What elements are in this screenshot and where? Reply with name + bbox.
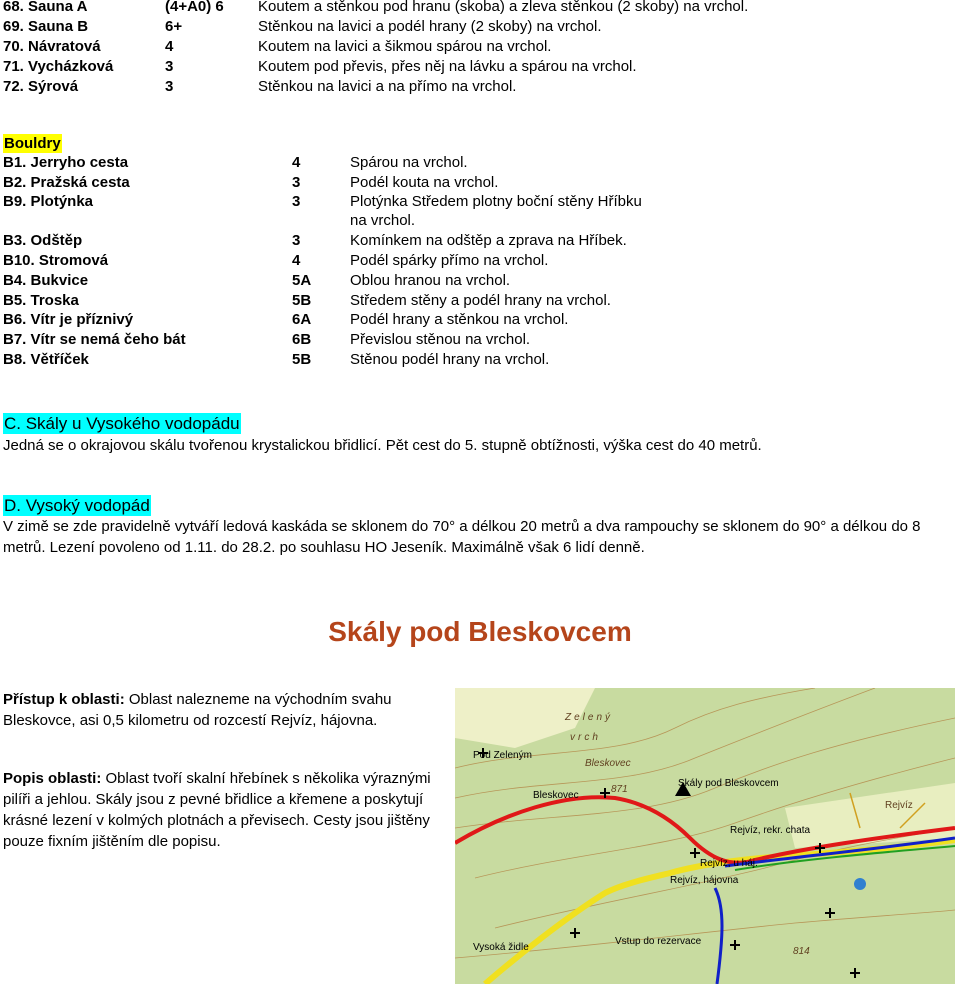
- boulder-description: Podél hrany a stěnkou na vrchol.: [350, 311, 569, 329]
- map-label-vstup: Vstup do rezervace: [615, 936, 702, 947]
- access-label: Přístup k oblasti:: [3, 691, 125, 708]
- access-text: Oblast nalezneme na východním svahu Bleskovce, asi 0,5 kilometru od rozcestí Rejvíz, hájovna.: [3, 691, 392, 729]
- map-label-rejviz-u-haj: Rejvíz, u háj.: [700, 858, 758, 869]
- route-description: Stěnkou na lavici a na přímo na vrchol.: [258, 78, 517, 95]
- route-description: Stěnkou na lavici a podél hrany (2 skoby) na vrchol.: [258, 18, 602, 35]
- boulder-name: B9. Plotýnka: [3, 193, 94, 211]
- map-waterfall-icon: [854, 878, 866, 890]
- map-label-zeleny: Zelený: [565, 712, 614, 723]
- map-label-rejviz-hajovna: Rejvíz, hájovna: [670, 875, 739, 886]
- boulder-description: Stěnou podél hrany na vrchol.: [350, 350, 550, 368]
- route-name: 72. Sýrová: [3, 78, 79, 95]
- description-paragraph: [3, 768, 433, 852]
- boulder-name: B7. Vítr se nemá čeho bát: [3, 330, 186, 348]
- route-grade: 4: [165, 38, 174, 55]
- description-label: Popis oblasti:: [3, 770, 102, 787]
- boulder-grade: 3: [292, 173, 301, 191]
- boulder-description: Spárou na vrchol.: [350, 154, 468, 171]
- area-title: Skály pod Bleskovcem: [328, 616, 632, 647]
- map-label-rejviz-chata: Rejvíz, rekr. chata: [730, 825, 811, 836]
- section-c-text: Jedná se o okrajovou skálu tvořenou krystalickou břidlicí. Pět cest do 5. stupně obtížnosti, výška cest do 40 metrů.: [3, 437, 762, 454]
- boulders-heading: Bouldry: [4, 135, 61, 152]
- map-label-bleskovec: Bleskovec: [585, 758, 631, 769]
- boulder-grade: 4: [292, 252, 301, 270]
- boulder-description: Plotýnka Středem plotny boční stěny Hříbku: [350, 193, 642, 211]
- map-label-skaly: Skály pod Bleskovcem: [678, 778, 779, 789]
- boulder-grade: 5B: [292, 291, 312, 309]
- map-label-pod-zelenym: Pod Zeleným: [473, 750, 532, 761]
- section-d-heading: D. Vysoký vodopád: [4, 496, 150, 515]
- boulder-grade: 6A: [292, 311, 312, 329]
- route-grade: 6+: [165, 18, 183, 35]
- boulder-name: B1. Jerryho cesta: [3, 154, 129, 171]
- boulder-grade: 5A: [292, 271, 312, 289]
- map-label-bleskovec-sign: Bleskovec: [533, 790, 579, 801]
- boulder-name: B2. Pražská cesta: [3, 173, 130, 191]
- description-text: Oblast tvoří skalní hřebínek s několika výraznými pilíři a jehlou. Skály jsou z pevné břidlice a křemene a poskytují krásné lezení v kolmých plotnách a převisech. Cesty jsou jištěny pouze fixním jištěním dle popisu.: [3, 770, 431, 850]
- boulder-description: Komínkem na odštěp a zprava na Hříbek.: [350, 232, 627, 250]
- boulder-grade: 5B: [292, 350, 312, 368]
- boulder-name: B4. Bukvice: [3, 271, 89, 289]
- boulder-description: Podél spárky přímo na vrchol.: [350, 252, 549, 270]
- boulder-grade: 6B: [292, 330, 312, 348]
- route-name: 70. Návratová: [3, 38, 101, 55]
- route-description: Koutem a stěnkou pod hranu (skoba) a zleva stěnkou (2 skoby) na vrchol.: [258, 0, 749, 15]
- boulder-name: B10. Stromová: [3, 252, 109, 270]
- map-label-871: 871: [611, 784, 628, 795]
- boulder-name: B5. Troska: [3, 291, 79, 309]
- route-grade: 3: [165, 58, 174, 75]
- section-d-text: V zimě se zde pravidelně vytváří ledová kaskáda se sklonem do 70° a délkou 20 metrů a dva rampouchy se sklonem do 90° a délkou do 8 metrů. Lezení povoleno od 1.11. do 28.2. po souhlasu HO Jeseník. Maximálně však 6 lidí denně.: [3, 518, 921, 556]
- route-description: Koutem na lavici a šikmou spárou na vrchol.: [258, 38, 552, 55]
- boulder-description: Středem stěny a podél hrany na vrchol.: [350, 291, 611, 309]
- route-name: 68. Sauna A: [3, 0, 88, 15]
- boulder-description: Převislou stěnou na vrchol.: [350, 330, 531, 348]
- route-grade: (4+A0) 6: [165, 0, 224, 15]
- boulder-grade: 3: [292, 232, 301, 250]
- section-c-heading: C. Skály u Vysokého vodopádu: [4, 414, 240, 433]
- route-name: 71. Vycházková: [3, 58, 114, 75]
- boulder-description: Oblou hranou na vrchol.: [350, 271, 511, 289]
- map-svg: [455, 688, 955, 984]
- map-label-rejviz: Rejvíz: [885, 800, 913, 811]
- access-paragraph: [3, 689, 433, 731]
- route-description: Koutem pod převis, přes něj na lávku a spárou na vrchol.: [258, 58, 637, 75]
- boulder-name: B6. Vítr je příznivý: [3, 311, 134, 329]
- boulder-description: Podél kouta na vrchol.: [350, 173, 499, 191]
- area-map: [455, 688, 955, 984]
- boulder-grade: 4: [292, 154, 301, 171]
- boulder-description-cont: na vrchol.: [350, 212, 416, 230]
- boulder-grade: 3: [292, 193, 301, 211]
- map-label-vysoka-zidle: Vysoká židle: [473, 942, 529, 953]
- route-name: 69. Sauna B: [3, 18, 89, 35]
- map-label-814: 814: [793, 946, 810, 957]
- boulder-name: B8. Větříček: [3, 350, 89, 368]
- boulder-name: B3. Odštěp: [3, 232, 83, 250]
- map-label-vrch: vrch: [570, 732, 601, 743]
- route-grade: 3: [165, 78, 174, 95]
